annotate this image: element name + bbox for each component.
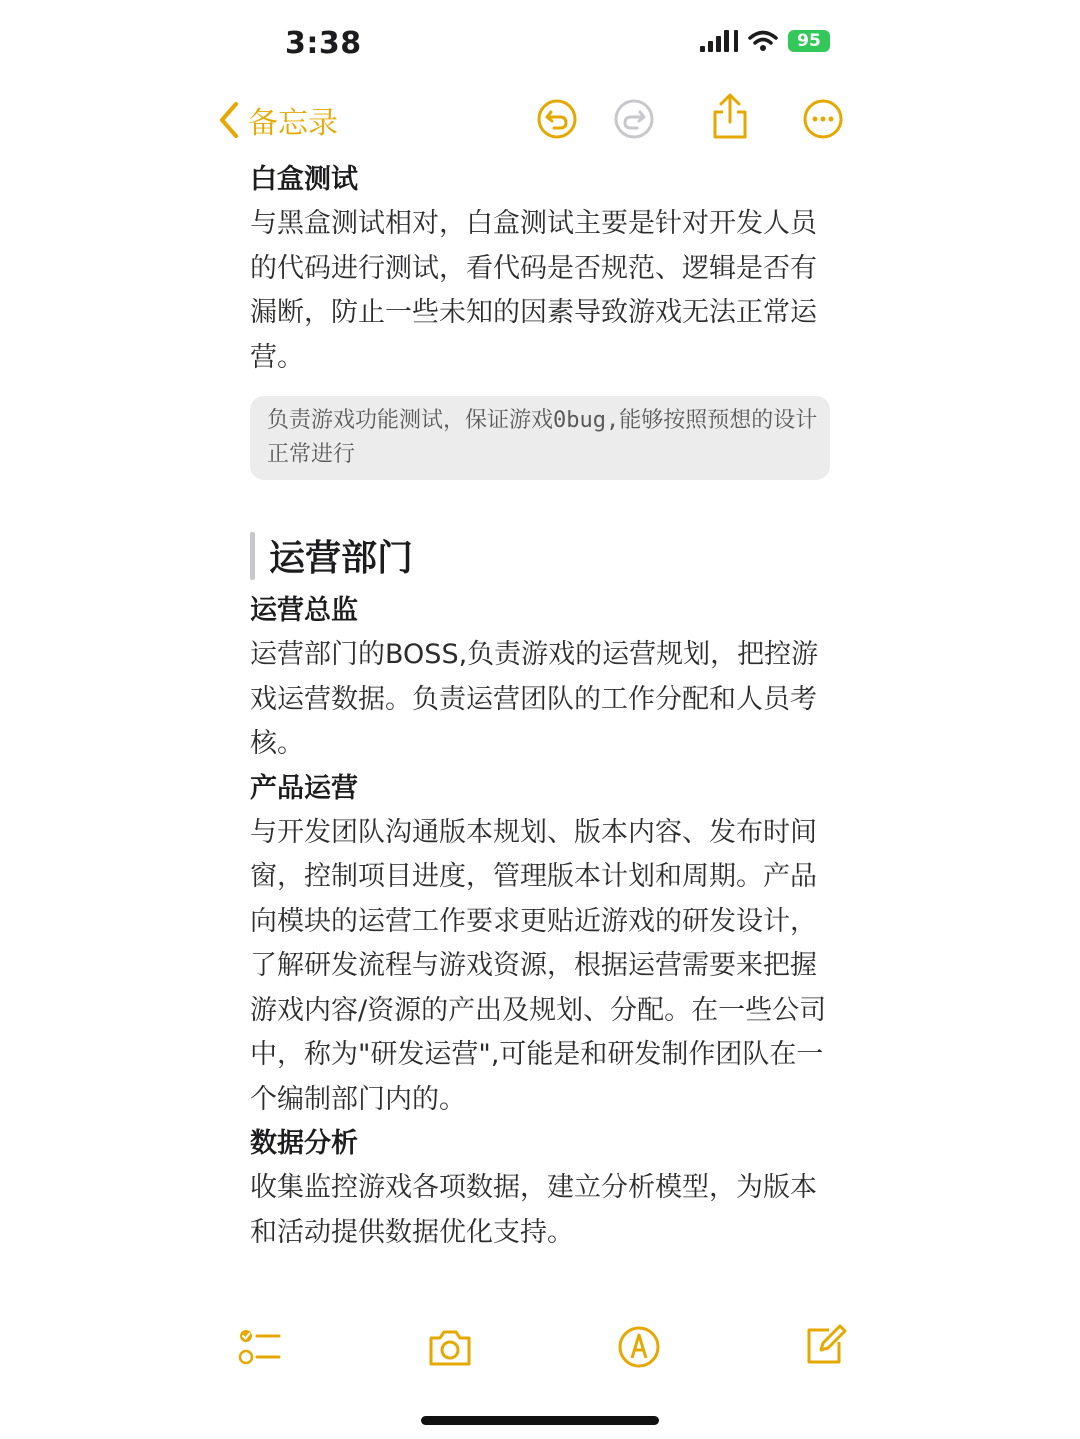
battery-indicator: [788, 30, 830, 52]
redo-icon[interactable]: [613, 98, 655, 140]
bottom-toolbar: [0, 1320, 1080, 1380]
status-time: 3:38: [285, 26, 362, 61]
share-icon[interactable]: [708, 92, 752, 142]
item-title-data: 数据分析: [250, 1128, 358, 1159]
quote-block: [250, 396, 830, 480]
back-button[interactable]: [218, 98, 338, 142]
compose-icon[interactable]: [803, 1322, 849, 1368]
note-content[interactable]: [250, 158, 830, 1255]
item-body-data: 收集监控游戏各项数据，建立分析模型，为版本和活动提供数据优化支持。: [250, 1172, 817, 1248]
wifi-icon: [748, 30, 778, 52]
white-box-title: 白盒测试: [250, 164, 358, 195]
undo-icon[interactable]: [536, 98, 578, 140]
home-indicator[interactable]: [421, 1416, 659, 1425]
status-bar: [0, 0, 1080, 90]
item-body-product: 与开发团队沟通版本规划、版本内容、发布时间窗，控制项目进度，管理版本计划和周期。产品向模块的运营工作要求更贴近游戏的研发设计，了解研发流程与游戏资源，根据运营需要来把握游戏内容/资源的产出及规划、分配。在一些公司中，称为"研发运营",可能是和研发制作团队在一个编制部门内的。: [250, 816, 827, 1115]
chevron-left-icon: [218, 101, 240, 139]
checklist-icon[interactable]: [237, 1324, 283, 1370]
item-body-director: 运营部门的BOSS,负责游戏的运营规划，把控游戏运营数据。负责运营团队的工作分配和人员考核。: [250, 639, 819, 759]
cellular-signal-icon: [700, 30, 738, 52]
status-indicators: [700, 30, 830, 52]
nav-bar: [0, 90, 1080, 150]
more-icon[interactable]: [802, 98, 844, 140]
item-title-product: 产品运营: [250, 772, 358, 804]
section-header: [250, 530, 830, 581]
quote-text: 负责游戏功能测试，保证游戏0bug,能够按照预想的设计正常进行: [267, 408, 818, 467]
back-label: 备忘录: [248, 106, 338, 141]
section-bar: [250, 532, 255, 580]
markup-icon[interactable]: [616, 1324, 662, 1370]
section-title: 运营部门: [269, 538, 414, 579]
camera-icon[interactable]: [427, 1324, 473, 1370]
item-title-director: 运营总监: [250, 595, 358, 626]
white-box-body: 与黑盒测试相对，白盒测试主要是针对开发人员的代码进行测试，看代码是否规范、逻辑是否有漏断，防止一些未知的因素导致游戏无法正常运营。: [250, 208, 817, 373]
battery-level: 95: [797, 31, 821, 51]
